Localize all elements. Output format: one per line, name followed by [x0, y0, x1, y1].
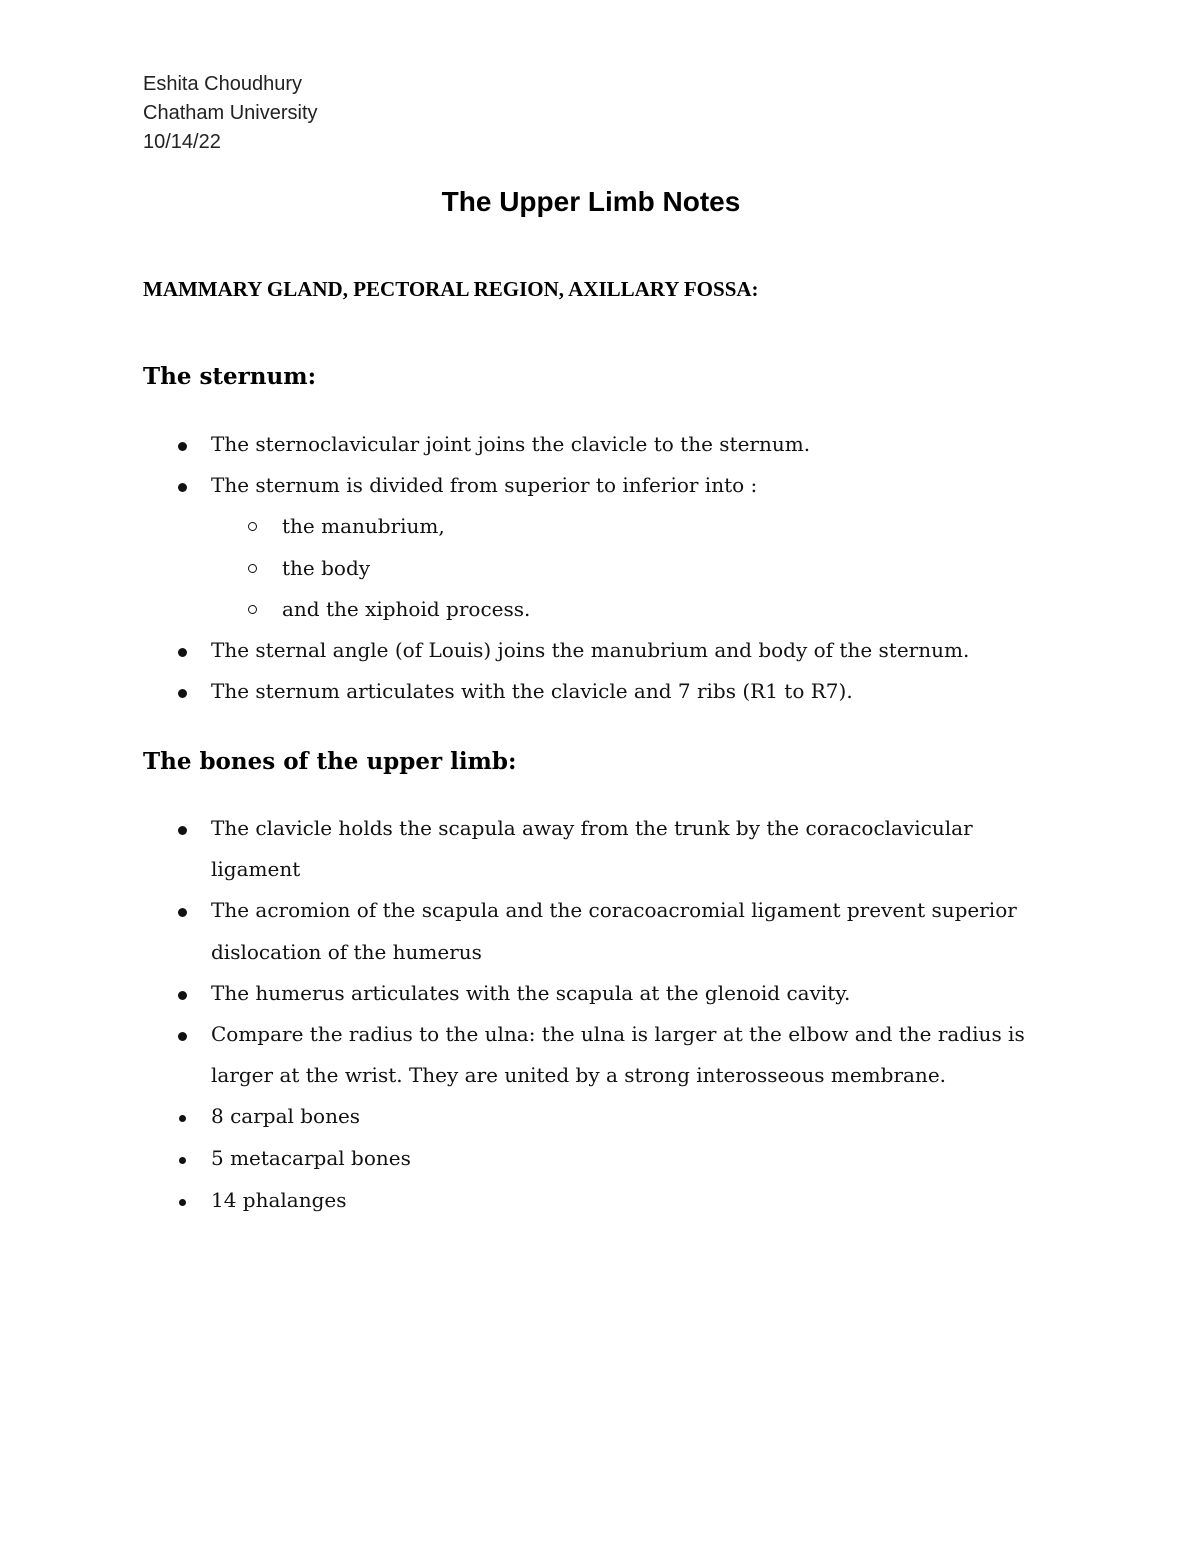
bullet-icon	[178, 826, 187, 835]
bullet-icon	[178, 991, 187, 1000]
list-item-text: The clavicle holds the scapula away from the trunk by the coracoclavicular ligament	[211, 816, 973, 882]
list-item-text: 14 phalanges	[211, 1187, 347, 1212]
bullet-icon	[179, 1157, 186, 1164]
list-item-text: The sternal angle (of Louis) joins the manubrium and body of the sternum.	[211, 638, 970, 663]
list-item-text: the body	[282, 555, 371, 580]
document-title: The Upper Limb Notes	[441, 186, 741, 217]
list-item-text: The sternoclavicular joint joins the clavicle to the sternum.	[211, 432, 811, 456]
hollow-bullet-icon	[248, 605, 257, 614]
bullet-icon	[179, 1199, 186, 1206]
document-date: 10/14/22	[143, 131, 221, 153]
bullet-icon	[178, 483, 187, 492]
sternum-list	[0, 424, 1041, 712]
author-name: Eshita Choudhury	[143, 73, 302, 95]
list-item	[0, 1138, 1041, 1180]
institution-name: Chatham University	[143, 102, 318, 124]
hollow-bullet-icon	[248, 564, 257, 573]
list-item	[0, 890, 1041, 972]
document-header	[143, 70, 318, 157]
list-item	[0, 671, 1041, 712]
list-item-text: The sternum is divided from superior to inferior into :	[211, 473, 758, 498]
hollow-bullet-icon	[248, 522, 257, 531]
bullet-icon	[179, 1115, 186, 1122]
bullet-icon	[178, 689, 187, 698]
list-item-text: The acromion of the scapula and the coracoacromial ligament prevent superior dislocation of the humerus	[211, 898, 1017, 964]
sub-list-item	[0, 548, 1041, 589]
list-item	[0, 1180, 1041, 1222]
list-item-text: and the xiphoid process.	[282, 596, 531, 621]
bullet-icon	[178, 648, 187, 657]
bullet-icon	[178, 442, 187, 451]
section-label: MAMMARY GLAND, PECTORAL REGION, AXILLARY FOSSA:	[143, 277, 759, 301]
bullet-icon	[178, 1032, 187, 1041]
list-item-text: 5 metacarpal bones	[211, 1146, 411, 1171]
sub-list-item	[0, 506, 1041, 547]
list-item	[0, 973, 1041, 1014]
bones-list	[0, 808, 1041, 1221]
list-item	[0, 630, 1041, 671]
sternum-heading: The sternum:	[143, 363, 317, 390]
list-item	[0, 424, 1041, 465]
list-item	[0, 1014, 1041, 1096]
list-item-text: 8 carpal bones	[211, 1104, 361, 1129]
sub-list-item	[0, 589, 1041, 630]
list-item-text: The sternum articulates with the clavicle and 7 ribs (R1 to R7).	[211, 679, 853, 704]
list-item-text: The humerus articulates with the scapula at the glenoid cavity.	[211, 980, 851, 1005]
list-item	[0, 808, 1041, 890]
list-item-text: Compare the radius to the ulna: the ulna is larger at the elbow and the radius is larger at the wrist. They are united by a strong interosseous membrane.	[211, 1022, 1025, 1088]
bones-heading: The bones of the upper limb:	[143, 748, 517, 775]
list-item	[0, 465, 1041, 506]
list-item-text: the manubrium,	[282, 514, 445, 539]
bullet-icon	[178, 908, 187, 917]
list-item	[0, 1096, 1041, 1138]
